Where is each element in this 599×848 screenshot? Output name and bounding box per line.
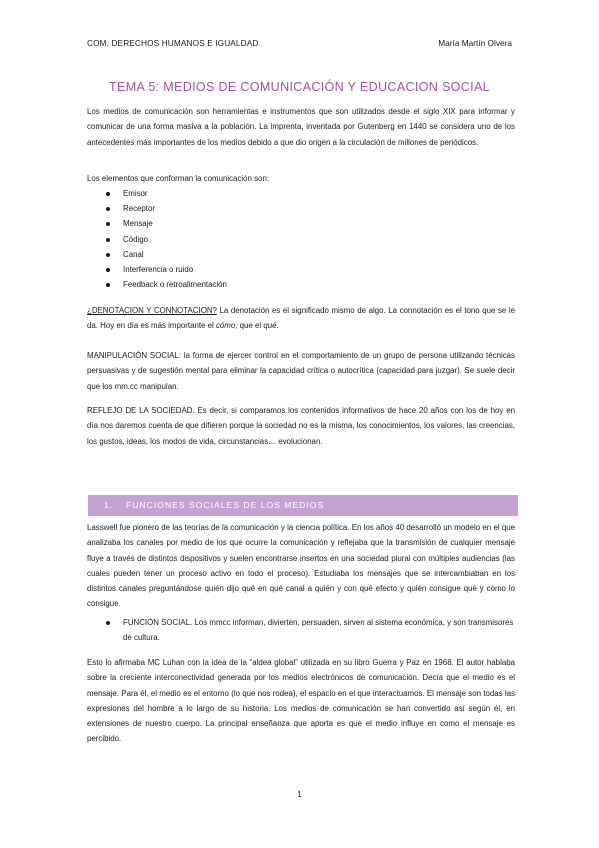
list-item: Interferencia o ruido: [87, 262, 227, 277]
list-item: Receptor: [87, 201, 227, 216]
list-item: [87, 615, 515, 645]
section-number: 1.: [104, 500, 114, 510]
reflejo-paragraph: [87, 403, 515, 449]
funcion-term: FUNCIÓN SOCIAL.: [123, 618, 193, 627]
list-item: Feedback o retroalimentación: [87, 277, 227, 292]
page-number: 1: [297, 790, 302, 799]
denotacion-text: .: [276, 321, 279, 331]
list-item: Mensaje: [87, 216, 227, 231]
mcluhan-paragraph: Esto lo afirmaba MC Luhan con la idea de la “aldea global” utilizada en su libro Guerra y Paz en 1968. El autor hablaba sobre la creciente interconectividad generada por los medios electrónicos de comunicación. Decía que el medio es el mensaje. Para él, el medio es el entorno (lo que nos rodea), el espacio en el que interactuamos. El mensaje son todas las expresiones del hombre a lo largo de su historia. Los medios de comunicación se han convertido así según él, en extensiones de nuestro cuerpo. La principal enseñanza que aporta es que el medio influye en como el mensaje es percibido.: [87, 658, 515, 744]
denotacion-paragraph: [87, 303, 515, 334]
page-title: TEMA 5: MEDIOS DE COMUNICACIÓN Y EDUCACION SOCIAL: [109, 80, 490, 94]
reflejo-term: REFLEJO DE LA SOCIEDAD.: [87, 406, 195, 415]
list-item: Emisor: [87, 186, 227, 201]
list-item: Código: [87, 232, 227, 247]
manipulacion-paragraph: [87, 348, 515, 394]
header-author: María Martín Olvera: [438, 38, 512, 48]
denotacion-que: qué: [263, 321, 277, 331]
lasswell-paragraph: Lasswell fue pionero de las teorías de la comunicación y la ciencia política. En los años 40 desarrolló un modelo en el que analizaba los canales por medio de los que ocurre la comunicación y reflejaba que la transmisión de cualquier mensaje fluye a través de distintos dispositivos y suelen encontrarse insertos en una sociedad plural con múltiples audiencias (las cuales pueden tener un proceso activo en todo el proceso). Estudiaba los mensajes que se intercambiaban en los distintos canales preguntándose quién dijo qué en qué canal a quién y con qué efecto y quién consigue qué y cómo lo consigue.: [87, 523, 515, 609]
funcion-list: [87, 615, 515, 645]
section-heading-bar: [88, 495, 518, 516]
elements-list: [87, 186, 227, 292]
denotacion-text: La denotación es el significado mismo de algo. La connotación es el tono que se le da. Hoy en día es más importante el: [87, 306, 516, 331]
list-item: Canal: [87, 247, 227, 262]
denotacion-como: cómo: [215, 321, 236, 331]
manipulacion-text: la forma de ejercer control en el comportamiento de un grupo de persona utilizando técnicas persuasivas y de sugestión mental para eliminar la capacidad crítica o autocrítica (capacidad para juzgar). Se suele decir que los mm.cc manipulan.: [87, 351, 515, 391]
section-title: FUNCIONES SOCIALES DE LOS MEDIOS: [126, 500, 325, 510]
manipulacion-term: MANIPULACIÓN SOCIAL:: [87, 351, 182, 360]
reflejo-text: Es decir, si comparamos los contenidos informativos de hace 20 años con los de hoy en día nos daremos cuenta de que difieren porque la sociedad no es la misma, los conocimientos, los valores, las creencias, los gustos, ideas, los modos de vida, circunstancias… evolucionan.: [87, 406, 515, 446]
elements-intro: Los elementos que conforman la comunicación son:: [87, 174, 270, 183]
funcion-text: Los mmcc informan, divierten, persuaden, sirven al sistema económica, y son transmisores de cultura.: [123, 618, 514, 643]
header-course: COM, DERECHOS HUMANOS E IGUALDAD: [87, 38, 259, 48]
denotacion-term: ¿DENOTACION Y CONNOTACION?: [87, 306, 217, 315]
intro-paragraph: Los medios de comunicación son herramientas e instrumentos que son utilizados desde el siglo XIX para informar y comunicar de una forma masiva a la población. La imprenta, inventada por Gutenberg en 1440 se considera uno de los antecedentes más importantes de los medios debido a que dio origen a la circulación de millones de periódicos.: [87, 107, 515, 147]
denotacion-text: , que el: [235, 321, 264, 331]
